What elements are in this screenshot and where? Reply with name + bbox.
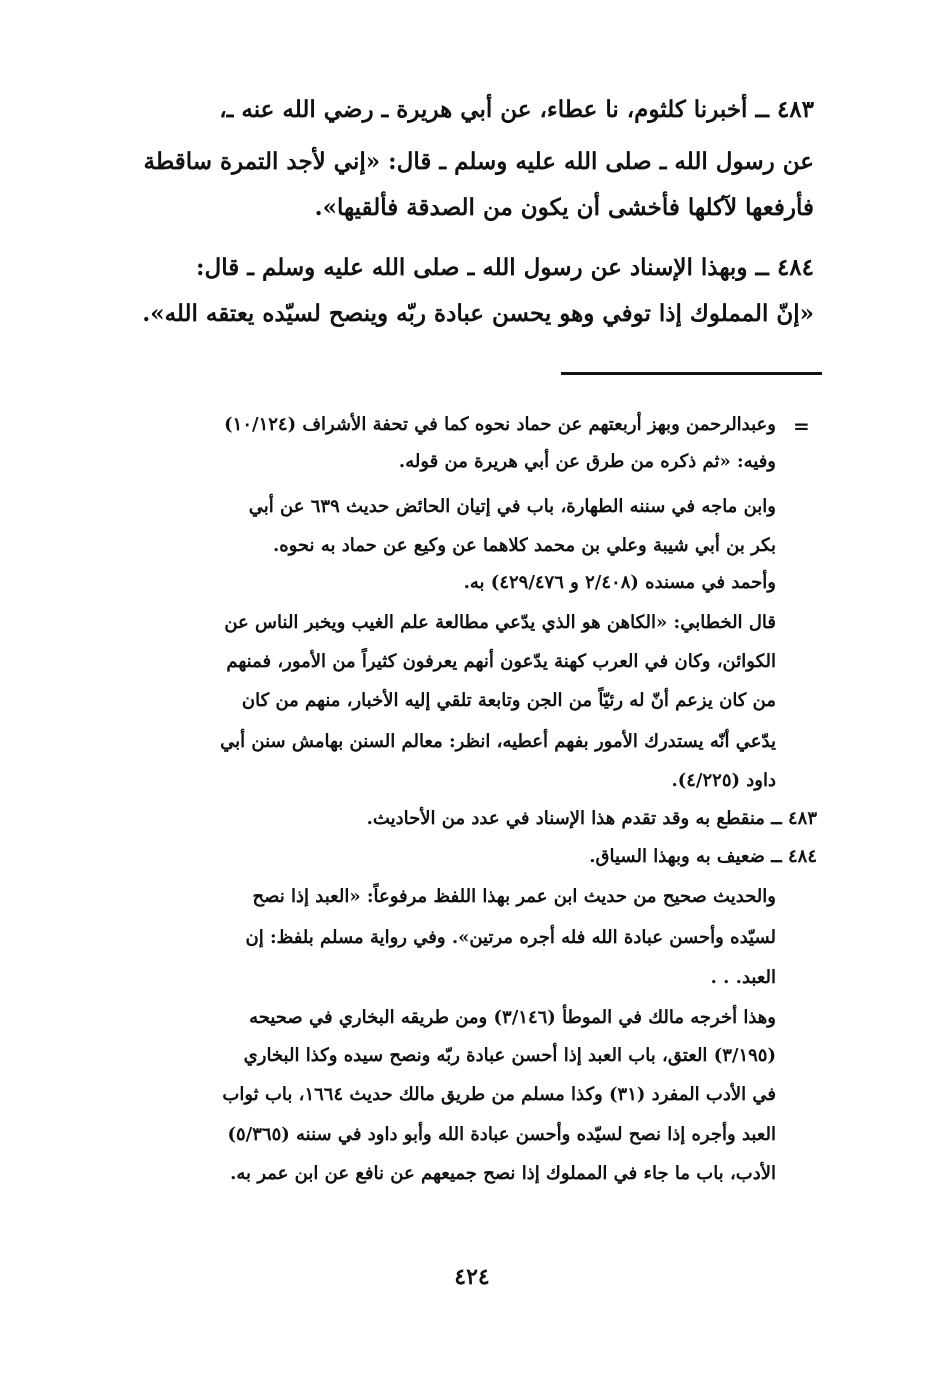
footnote-line: الأدب، باب ما جاء في المملوك إذا نصح جميعهم عن نافع عن ابن عمر به. — [230, 1163, 776, 1184]
footnote-line: وفيه: «ثم ذكره من طرق عن أبي هريرة من قوله. — [398, 451, 776, 472]
footnote-line: من كان يزعم أنّ له رئيّاً من الجن وتابعة تلقي إليه الأخبار، منهم من كان — [241, 690, 776, 711]
footnote-line: العبد. . . — [710, 967, 776, 988]
hadith-484-line-1: ٤٨٤ ــ وبهذا الإسناد عن رسول الله ـ صلى الله عليه وسلم ـ قال: — [196, 254, 814, 281]
footnote-484: ٤٨٤ ــ ضعيف به وبهذا السياق. — [589, 846, 817, 867]
footnote-divider — [561, 372, 822, 375]
continuation-marker: = — [793, 414, 810, 438]
page-number: ٤٢٤ — [454, 1264, 490, 1290]
footnote-line: وابن ماجه في سننه الطهارة، باب في إتيان الحائض حديث ٦٣٩ عن أبي — [248, 496, 776, 517]
footnote-line: يدّعي أنّه يستدرك الأمور بفهم أعطيه، انظر: معالم السنن بهامش سنن أبي — [220, 731, 776, 752]
footnote-483: ٤٨٣ ــ منقطع به وقد تقدم هذا الإسناد في عدد من الأحاديث. — [366, 808, 817, 829]
hadith-483-line-1: ٤٨٣ ــ أخبرنا كلثوم، نا عطاء، عن أبي هريرة ـ رضي الله عنه ـ، — [219, 96, 814, 123]
footnote-line: الكوائن، وكان في العرب كهنة يدّعون أنهم يعرفون كثيراً من الأمور، فمنهم — [226, 651, 776, 672]
footnote-line: وعبدالرحمن وبهز أربعتهم عن حماد نحوه كما في تحفة الأشراف (١٠/١٢٤) — [224, 414, 776, 435]
hadith-483-line-2: عن رسول الله ـ صلى الله عليه وسلم ـ قال: «إني لأجد التمرة ساقطة — [143, 148, 814, 175]
footnote-line: (٣/١٩٥) العتق، باب العبد إذا أحسن عبادة ربّه ونصح سيده وكذا البخاري — [243, 1045, 776, 1066]
footnote-line: لسيّده وأحسن عبادة الله فله أجره مرتين». وفي رواية مسلم بلفظ: إن — [245, 927, 776, 948]
footnote-line: والحديث صحيح من حديث ابن عمر بهذا اللفظ مرفوعاً: «العبد إذا نصح — [252, 886, 776, 907]
footnote-line: وأحمد في مسنده (٢/٤٠٨ و ٤٢٩/٤٧٦) به. — [463, 572, 776, 593]
footnote-line: وهذا أخرجه مالك في الموطأ (٣/١٤٦) ومن طريقه البخاري في صحيحه — [249, 1007, 776, 1028]
footnote-line: قال الخطابي: «الكاهن هو الذي يدّعي مطالعة علم الغيب ويخبر الناس عن — [224, 612, 776, 633]
footnote-line: بكر بن أبي شيبة وعلي بن محمد كلاهما عن وكيع عن حماد به نحوه. — [272, 535, 776, 556]
footnote-line: العبد وأجره إذا نصح لسيّده وأحسن عبادة الله وأبو داود في سننه (٥/٣٦٥) — [227, 1124, 776, 1145]
footnote-line: داود (٤/٢٢٥). — [671, 770, 776, 791]
hadith-483-line-3: فأرفعها لآكلها فأخشى أن يكون من الصدقة فألقيها». — [314, 194, 814, 221]
footnote-line: في الأدب المفرد (٣١) وكذا مسلم من طريق مالك حديث ١٦٦٤، باب ثواب — [222, 1084, 776, 1105]
hadith-484-line-2: «إنّ المملوك إذا توفي وهو يحسن عبادة ربّه وينصح لسيّده يعتقه الله». — [142, 300, 814, 327]
